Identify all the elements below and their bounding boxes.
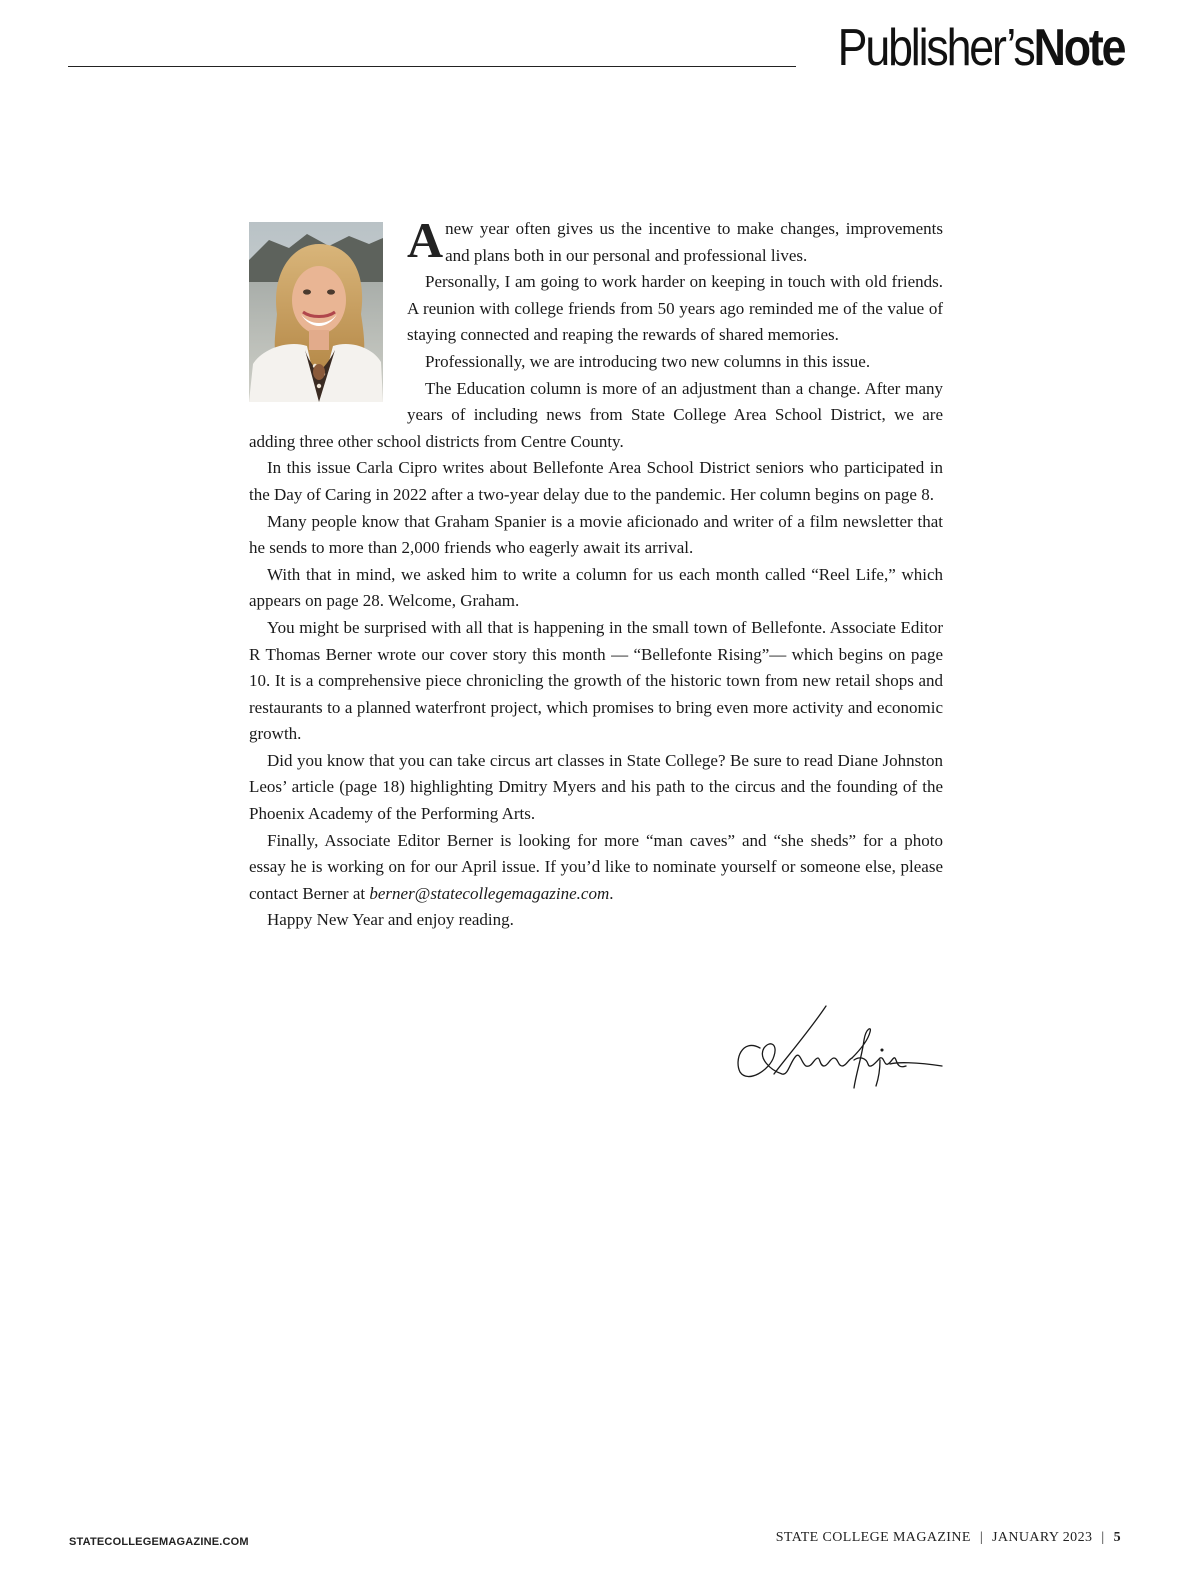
section-title-light: Publisher’s	[837, 19, 1034, 77]
section-title-bold: Note	[1033, 19, 1124, 77]
paragraph-2: Personally, I am going to work harder on keeping in touch with old friends. A reunion with college friends from 50 years ago reminded me of the value of staying connected and reaping the rewards of shared memories.	[407, 272, 943, 345]
footer-separator: |	[979, 1530, 984, 1545]
paragraph-10-text: Finally, Associate Editor Berner is looking for more “man caves” and “she sheds” for a photo essay he is working on for our April issue. If you’d like to nominate yourself or someone else, please contact Berner at	[249, 830, 943, 903]
footer-separator-2: |	[1101, 1530, 1105, 1545]
drop-cap: A	[407, 212, 444, 268]
paragraph-5: In this issue Carla Cipro writes about Bellefonte Area School District seniors who participated in the Day of Caring in 2022 after a two-year delay due to the pandemic. Her column begins on page 8.	[249, 458, 943, 504]
paragraph-9: Did you know that you can take circus art classes in State College? Be sure to read Diane Johnston Leos’ article (page 18) highlighting Dmitry Myers and his path to the circus and the founding of the Phoenix Academy of the Performing Arts.	[249, 750, 943, 824]
paragraph-10	[249, 828, 943, 908]
footer-issue-info	[776, 1530, 1121, 1546]
publisher-signature	[730, 1000, 950, 1095]
paragraph-4: The Education column is more of an adjustment than a change. After many years of including news from State College Area School District, we are adding three other school districts from Centre County.	[249, 378, 943, 451]
header-rule	[68, 66, 796, 67]
paragraph-10-end: .	[609, 883, 614, 903]
paragraph-1-text: new year often gives us the incentive to make changes, improvements and plans both in our personal and professional lives.	[445, 219, 943, 265]
contact-email-link[interactable]: berner@statecollegemagazine.com	[369, 883, 610, 903]
publisher-photo	[249, 222, 383, 402]
footer-website: STATECOLLEGEMAGAZINE.COM	[69, 1536, 249, 1548]
footer-issue-date: JANUARY 2023	[992, 1530, 1093, 1545]
publisher-note-article	[249, 212, 943, 934]
paragraph-8: You might be surprised with all that is happening in the small town of Bellefonte. Associate Editor R Thomas Berner wrote our cover story this month — “Bellefonte Rising”— which begins on page 10. It is a comprehensive piece chronicling the growth of the historic town from new retail shops and restaurants to a planned waterfront project, which promises to bring even more activity and economic growth.	[249, 617, 943, 744]
paragraph-11: Happy New Year and enjoy reading.	[267, 910, 514, 930]
page-number: 5	[1113, 1530, 1121, 1545]
footer-magazine-name: STATE COLLEGE MAGAZINE	[775, 1530, 971, 1545]
section-title	[837, 18, 1124, 78]
paragraph-6: Many people know that Graham Spanier is a movie aficionado and writer of a film newsletter that he sends to more than 2,000 friends who eagerly await its arrival.	[249, 511, 943, 558]
paragraph-3: Professionally, we are introducing two new columns in this issue.	[425, 351, 871, 371]
paragraph-7: With that in mind, we asked him to write a column for us each month called “Reel Life,” which appears on page 28. Welcome, Graham.	[249, 564, 943, 611]
